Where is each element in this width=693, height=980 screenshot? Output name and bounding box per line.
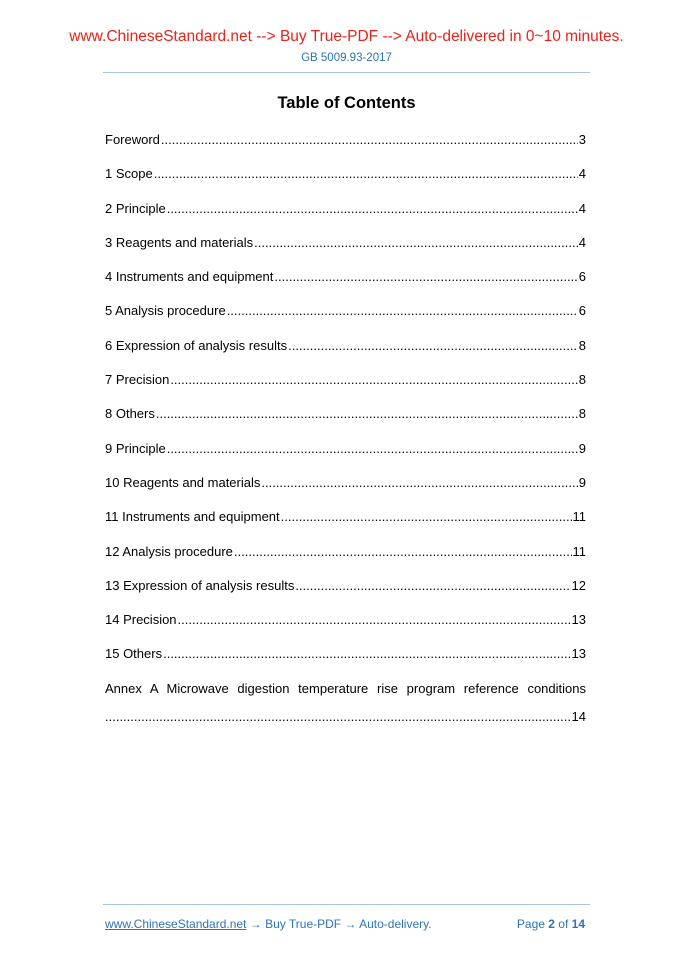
toc-annex-leader-line	[105, 708, 586, 725]
toc-entry-page: 14	[571, 708, 586, 724]
toc-leader-dots	[288, 337, 578, 354]
toc-entry-label: 5 Analysis procedure	[105, 303, 226, 319]
toc-leader-dots	[254, 234, 578, 251]
toc-leader-dots	[274, 268, 577, 285]
toc-leader-dots	[161, 131, 578, 148]
toc-entry-instruments-2[interactable]	[105, 508, 586, 542]
toc-leader-dots	[295, 577, 570, 594]
toc-entry-label: 6 Expression of analysis results	[105, 337, 288, 353]
toc-leader-dots	[105, 708, 571, 725]
page-total: 14	[571, 917, 585, 931]
toc-leader-dots	[281, 508, 572, 525]
toc-entry-annex-a[interactable]	[105, 680, 586, 725]
toc-entry-label: Annex A Microwave digestion temperature rise program reference conditions	[105, 680, 586, 696]
toc-entry-expression-2[interactable]	[105, 577, 586, 611]
page-footer	[105, 916, 585, 934]
toc-entry-page: 4	[578, 200, 586, 216]
toc-entry-reagents[interactable]	[105, 234, 586, 268]
toc-entry-procedure-2[interactable]	[105, 543, 586, 577]
page-title: Table of Contents	[277, 94, 416, 112]
toc-entry-page: 3	[578, 132, 586, 147]
toc-entry-page: 8	[578, 406, 586, 422]
toc-entry-precision-2[interactable]	[105, 611, 586, 645]
toc-entry-others-2[interactable]	[105, 645, 586, 679]
header-banner[interactable]: www.ChineseStandard.net --> Buy True-PDF --> Auto-delivered in 0~10 minutes.	[69, 28, 624, 45]
toc-entry-page: 8	[578, 372, 586, 388]
toc-entry-label: 14 Precision	[105, 612, 177, 628]
toc-entry-principle-2[interactable]	[105, 440, 586, 474]
toc-entry-page: 6	[578, 303, 586, 319]
toc-entry-label: 2 Principle	[105, 200, 166, 216]
toc-entry-page: 9	[578, 440, 586, 456]
toc-leader-dots	[261, 474, 577, 491]
toc-leader-dots	[167, 440, 578, 457]
toc-entry-foreword[interactable]	[105, 131, 586, 165]
toc-entry-procedure[interactable]	[105, 302, 586, 336]
page-current: 2	[548, 917, 555, 931]
toc-entry-reagents-2[interactable]	[105, 474, 586, 508]
page-counter	[517, 916, 585, 932]
toc-entry-label: 3 Reagents and materials	[105, 234, 254, 250]
toc-leader-dots	[167, 200, 578, 217]
toc-leader-dots	[163, 645, 570, 662]
toc-entry-label: Foreword	[105, 132, 160, 147]
toc-entry-label: 7 Precision	[105, 372, 170, 388]
toc-leader-dots	[170, 371, 577, 388]
footer-delivery-text: → Buy True-PDF → Auto-delivery.	[246, 917, 432, 931]
toc-entry-page: 11	[572, 509, 586, 525]
toc-leader-dots	[234, 543, 572, 560]
toc-entry-label: 10 Reagents and materials	[105, 474, 261, 490]
toc-entry-principle[interactable]	[105, 200, 586, 234]
toc-leader-dots	[227, 302, 578, 319]
toc-entry-page: 13	[571, 612, 586, 628]
toc-entry-label: 13 Expression of analysis results	[105, 577, 295, 593]
toc-entry-precision[interactable]	[105, 371, 586, 405]
toc-leader-dots	[178, 611, 571, 628]
toc-entry-page: 9	[578, 474, 586, 490]
page-of: of	[554, 917, 572, 931]
page-prefix: Page	[516, 917, 549, 931]
toc-entry-page: 8	[578, 337, 586, 353]
toc-entry-expression[interactable]	[105, 337, 586, 371]
toc-entry-scope[interactable]	[105, 165, 586, 199]
toc-entry-label: 12 Analysis procedure	[105, 543, 233, 559]
footer-site-link[interactable]: www.ChineseStandard.net	[105, 917, 247, 931]
toc-entry-label: 11 Instruments and equipment	[105, 509, 280, 525]
toc-entry-instruments[interactable]	[105, 268, 586, 302]
toc-entry-page: 4	[578, 234, 586, 250]
toc-entry-page: 4	[578, 166, 586, 182]
toc-entry-page: 13	[571, 646, 586, 662]
header-divider	[103, 72, 590, 73]
footer-divider	[103, 904, 590, 905]
toc-entry-label: 15 Others	[105, 646, 163, 662]
toc-entry-label: 8 Others	[105, 406, 155, 422]
table-of-contents	[105, 131, 586, 725]
toc-entry-page: 11	[572, 543, 586, 559]
toc-leader-dots	[154, 165, 578, 182]
standard-code: GB 5009.93-2017	[301, 52, 392, 64]
toc-entry-page: 6	[578, 269, 586, 285]
toc-entry-label: 9 Principle	[105, 440, 166, 456]
toc-entry-label: 1 Scope	[105, 166, 153, 182]
toc-leader-dots	[156, 405, 578, 422]
toc-entry-page: 12	[571, 577, 586, 593]
toc-entry-label: 4 Instruments and equipment	[105, 269, 274, 285]
toc-entry-others[interactable]	[105, 405, 586, 439]
